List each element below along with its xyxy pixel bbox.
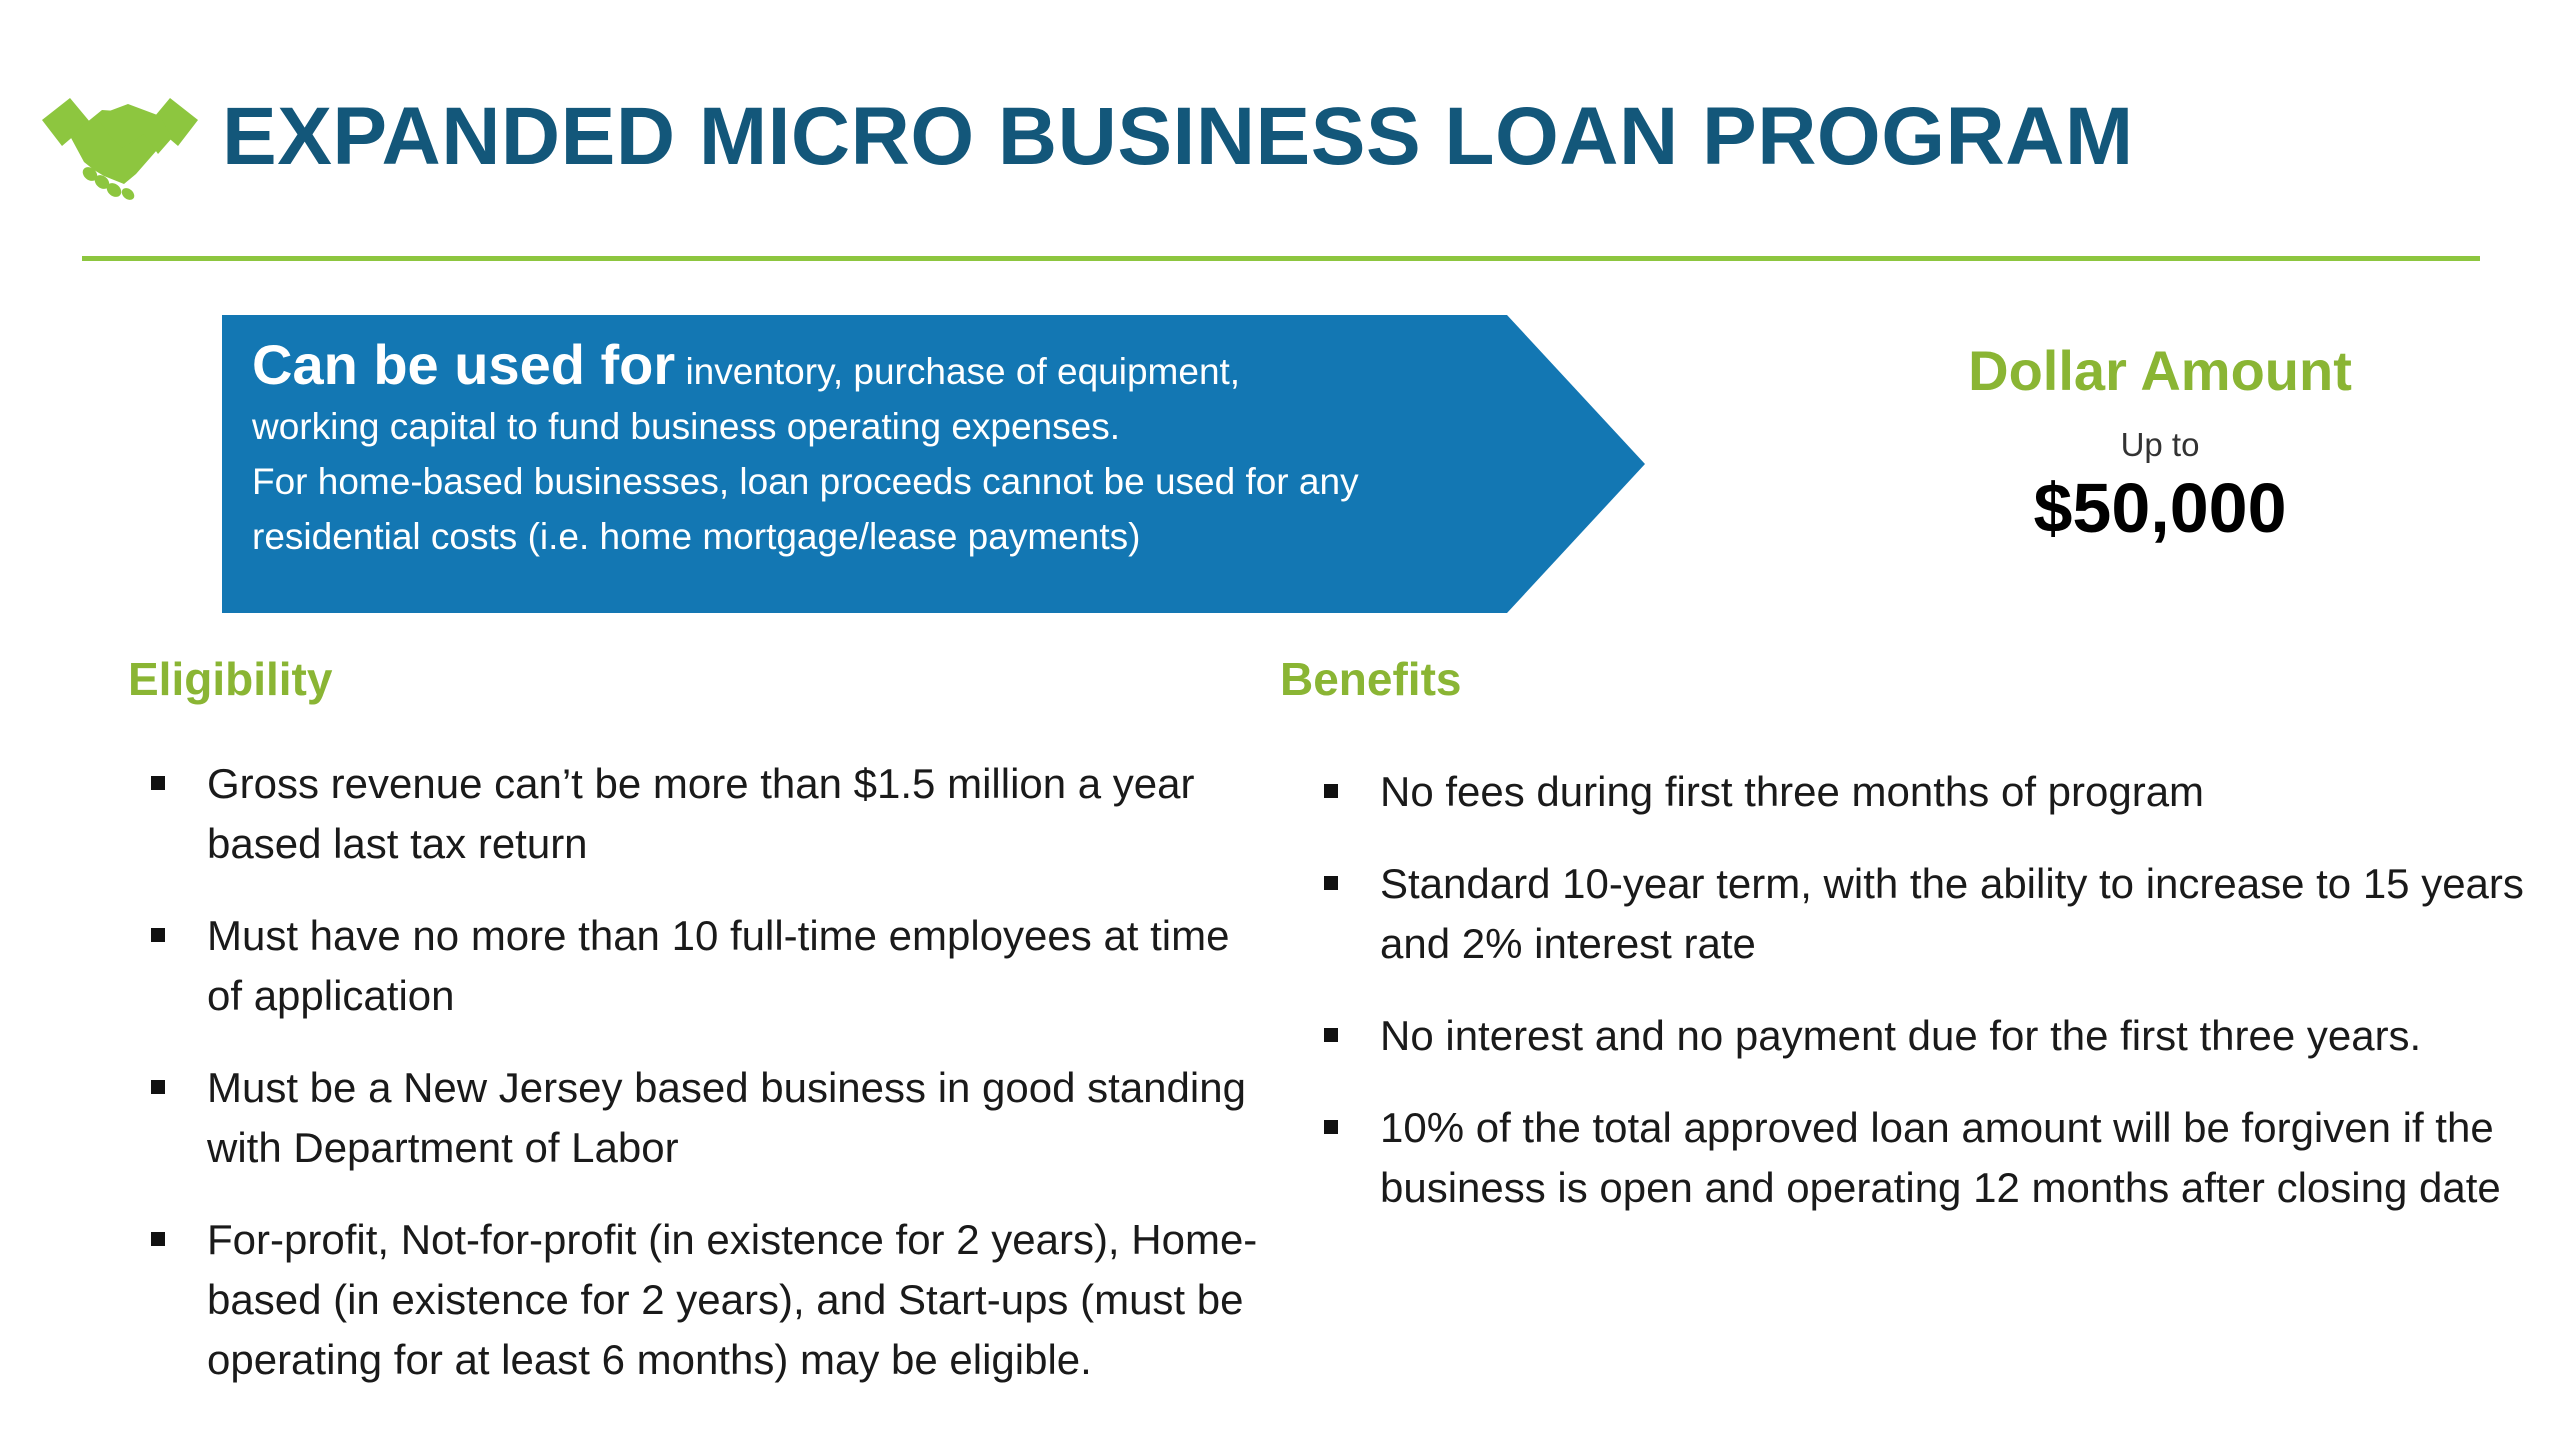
eligibility-item: Must be a New Jersey based business in good standing with Department of Labor [129,1058,1259,1178]
bullet-square-icon [151,928,165,942]
benefit-item: No interest and no payment due for the first three years. [1302,1006,2542,1066]
eligibility-item: Must have no more than 10 full-time employees at time of application [129,906,1259,1026]
dollar-amount-heading: Dollar Amount [1968,339,2352,402]
benefit-item: No fees during first three months of program [1302,762,2542,822]
bullet-square-icon [1324,1120,1338,1134]
dollar-amount-sub: Up to [2120,425,2200,463]
eligibility-list [129,754,1259,1422]
eligibility-item: Gross revenue can’t be more than $1.5 million a year based last tax return [129,754,1259,874]
page-title: EXPANDED MICRO BUSINESS LOAN PROGRAM [222,91,2134,182]
bullet-square-icon [1324,784,1338,798]
bullet-square-icon [1324,1028,1338,1042]
bullet-square-icon [151,776,165,790]
eligibility-heading: Eligibility [128,653,333,705]
callout-lead: Can be used for [252,333,676,396]
callout-line-1: inventory, purchase of equipment, [685,351,1241,392]
bullet-square-icon [1324,876,1338,890]
benefits-list [1302,762,2542,1250]
benefit-item: 10% of the total approved loan amount will be forgiven if the business is open and operating 12 months after closing date [1302,1098,2542,1218]
callout-line-2: working capital to fund business operating expenses. [252,406,1120,447]
dollar-amount-panel [1880,335,2440,548]
benefits-heading: Benefits [1280,653,1462,705]
callout-line-4: residential costs (i.e. home mortgage/lease payments) [252,516,1141,557]
dollar-amount-value: $50,000 [2033,468,2287,547]
bullet-square-icon [151,1232,165,1246]
bullet-square-icon [151,1080,165,1094]
title-divider [82,256,2480,261]
handshake-icon [40,90,200,200]
eligibility-item: For-profit, Not-for-profit (in existence for 2 years), Home-based (in existence for 2 years), and Start-ups (must be operating for at least 6 months) may be eligible. [129,1210,1259,1390]
benefit-item: Standard 10-year term, with the ability to increase to 15 years and 2% interest rate [1302,854,2542,974]
usage-callout-text [252,333,1572,564]
callout-line-3: For home-based businesses, loan proceeds cannot be used for any [252,461,1359,502]
